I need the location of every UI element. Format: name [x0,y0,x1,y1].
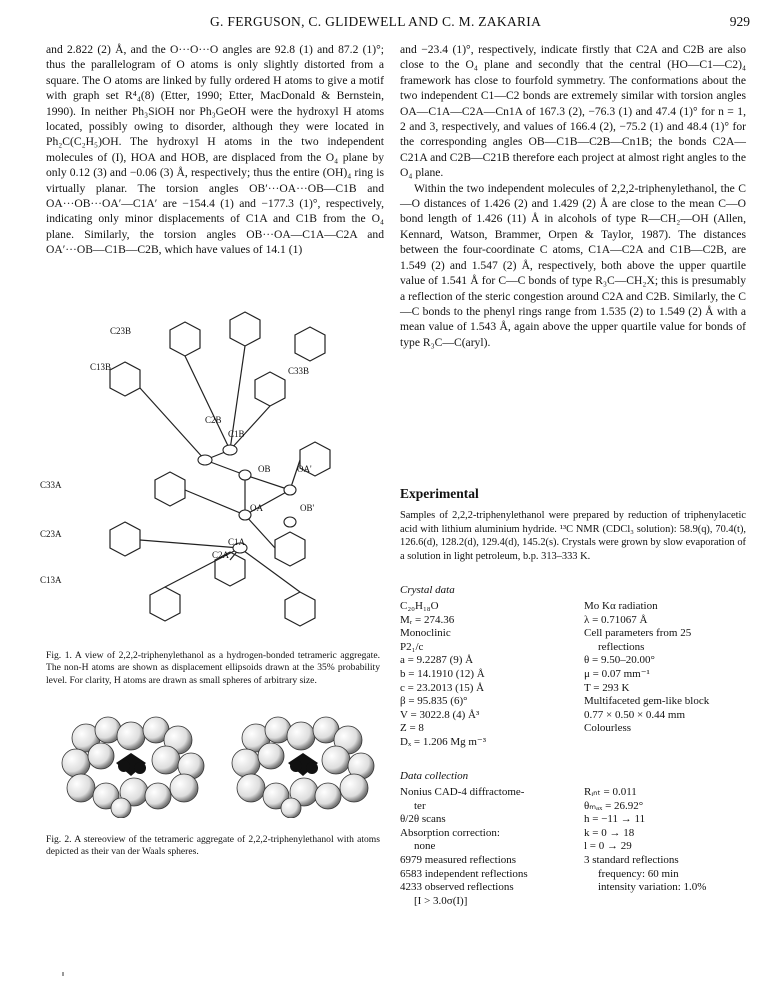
data-collection-item: 4233 observed reflections [400,881,514,894]
crystal-data-item: μ = 0.07 mm⁻¹ [584,667,650,680]
data-collection-heading: Data collection [400,770,469,782]
crystal-data-item: β = 95.835 (6)° [400,695,468,708]
crystal-data-item: Multifaceted gem-like block [584,695,710,708]
body-paragraph: Within the two independent molecules of 2,2,2-triphenylethanol, the C—O distances of 1.426 (2) and 1.429 (2) Å are close to the mean C—O bond length of 1.426 (11) Å in alcohols of type R—CH₂—OH (Allen, Kennard, Watson, Brammer, Orpen & Taylor, 1987). The distances between the four-coordinate C atoms, C1A—C2A and C1B—C2B, are 1.549 (2) and 1.547 (2) Å, respectively, both above the upper quartile value of 1.541 Å for C—C bonds of type R₃C—CH₂X; this is presumably a reflection of the steric congestion around C2A and C2B. Similarly, the C—C bonds to the phenyl rings range from 1.535 (2) to 1.549 (2) Å with a mean value of 1.543 Å, again above the upper quartile value for bonds of type R₃C—C(aryl). [400,181,746,349]
figure-2-caption: Fig. 2. A stereoview of the tetrameric aggregate of 2,2,2-triphenylethanol with atoms depicted as their van der Waals spheres. [46,834,380,858]
atom-label: OB' [300,503,315,513]
crystal-data-item: c = 23.2013 (15) Å [400,681,485,694]
right-column [400,42,746,350]
left-column [46,42,384,258]
figure-1-molecular-drawing [40,300,390,640]
crystal-data-item: θ = 9.50–20.00° [584,654,655,667]
data-collection-item: Nonius CAD-4 diffractome- [400,786,525,798]
stereo-left-image [62,717,204,818]
crystal-data-item: 0.77 × 0.50 × 0.44 mm [584,708,686,721]
atom-label: OA' [297,464,312,474]
crystal-data-item: P2₁/c [400,640,424,653]
crystal-data-item: a = 9.2287 (9) Å [400,654,474,667]
page-number: 929 [729,14,750,29]
data-collection-item: ter [414,799,426,812]
atom-label: C1B [228,429,245,439]
data-collection-item: Absorption correction: [400,826,500,839]
data-collection-item: h = −11 → 11 [584,813,646,826]
crystal-data-item: λ = 0.71067 Å [584,613,648,626]
crystal-data-item: T = 293 K [584,681,630,694]
data-collection-item: [I > 3.0σ(I)] [414,894,468,907]
atom-label: C33A [40,480,62,490]
crystal-data-item: reflections [598,640,645,653]
body-paragraph: and 2.822 (2) Å, and the O···O···O angles are 92.8 (1) and 87.2 (1)°; thus the parallelogram of O atoms is only slightly distorted from a square. The O atoms are linked by fully ordered H atoms to give a motif with graph set R⁴₄(8) (Etter, 1990; Etter, MacDonald & Bernstein, 1990). In neither Ph₃SiOH nor Ph₃GeOH were the hydroxyl H atoms located, possibly owing to disorder, although they were located in Ph₂C(C₂H₅)OH. The hydroxyl H atoms in the two independent molecules of (I), HOA and HOB, are displaced from the O₄ plane by only 0.12 (3) and −0.06 (3) Å, respectively; thus the entire (OH)₄ ring is virtually planar. The torsion angles OB′···OA···OB—C1B and OA···OB···OA′—C1A′ are −154.4 (1) and −177.3 (1)°, respectively, indicating only minor displacements of C1A and C1B from the O₄ plane. Similarly, the torsion angles OB···OA—C1A—C2A and OA′···OB—C1B—C2B, which have values of 14.1 (1) [46,43,384,257]
running-header [60,14,750,34]
crystal-data-right [584,600,749,736]
atom-label: C1A [228,537,246,547]
data-collection-item: frequency: 60 min [598,867,679,880]
atom-label: C13A [40,575,62,585]
crystal-data-item: Dₓ = 1.206 Mg m⁻³ [400,735,487,748]
data-collection-item: θₘₐₓ = 26.92° [584,799,644,812]
atom-label: C2B [205,415,222,425]
crystal-data-item: Z = 8 [400,722,424,735]
crystal-data-heading: Crystal data [400,584,455,596]
crystal-data-item: Cell parameters from 25 [584,627,692,640]
data-collection-item: l = 0 → 29 [584,840,632,853]
running-title: G. FERGUSON, C. GLIDEWELL AND C. M. ZAKARIA [210,14,542,29]
atom-label: OA [250,503,263,513]
stereo-right-image [232,717,374,818]
crystal-data-item: Monoclinic [400,627,451,640]
atom-label: C23B [110,326,132,336]
atom-label: OB [258,464,271,474]
crystal-data-item: Mᵣ = 274.36 [400,613,455,626]
crystal-data-left [400,600,580,750]
data-collection-item: 6979 measured reflections [400,853,517,866]
data-collection-item: 6583 independent reflections [400,867,528,880]
figure-2-stereoview [46,708,380,818]
body-paragraph: and −23.4 (1)°, respectively, indicate firstly that C2A and C2B are also close to the O₄ plane and secondly that the central (HO—C1—C2)₄ framework has close to fourfold symmetry. The conformations about the two independent C1—C2 bonds are extremely similar with torsion angles OA—C1A—C2A—Cn1A of 167.3 (2), −76.3 (1) and 47.4 (1)° for n = 1, 2 and 3, respectively, and values of 166.4 (2), −75.2 (1) and 48.4 (1)° for the corresponding angles OB—C1B—C2B—Cn1B; the bonds C2A—C21A and C2B—C21B therefore each project at almost right angles to the O₄ plane. [400,43,746,180]
data-collection-item: θ/2θ scans [400,813,446,826]
crystal-data-item: V = 3022.8 (4) Å³ [400,708,480,721]
experimental-text: Samples of 2,2,2-triphenylethanol were prepared by reduction of triphenylacetic acid with lithium aluminium hydride. ¹³C NMR (CDCl₃ solution): 58.9(q), 70.4(t), 126.6(d), 128.2(d), 129.4(d), 145.2(s). Crystals were grown by slow evaporation of a solution in light petroleum, b.p. 313–333 K. [400,510,746,562]
atom-label: C2A [212,550,230,560]
data-collection-right [584,786,749,895]
crystal-data-item: C₂₀H₁₈O [400,600,439,612]
data-collection-item: k = 0 → 18 [584,826,635,839]
crystal-data-item: Colourless [584,722,632,735]
atom-label: C23A [40,529,62,539]
crystal-data-item: Mo Kα radiation [584,600,658,612]
atom-label: C13B [90,362,112,372]
scan-mark [62,972,64,976]
atom-label: C33B [288,366,310,376]
figure-1-caption: Fig. 1. A view of 2,2,2-triphenylethanol as a hydrogen-bonded tetrameric aggregate. The non-H atoms are shown as displacement ellipsoids drawn at the 35% probability level. For clarity, H atoms are drawn as small spheres of arbitrary size. [46,650,380,686]
data-collection-left [400,786,580,908]
data-collection-item: Rᵢₙₜ = 0.011 [584,786,637,798]
experimental-heading: Experimental [400,486,479,501]
crystal-data-item: b = 14.1910 (12) Å [400,667,485,680]
data-collection-item: intensity variation: 1.0% [598,881,707,894]
data-collection-item: none [414,840,436,853]
data-collection-item: 3 standard reflections [584,853,679,866]
